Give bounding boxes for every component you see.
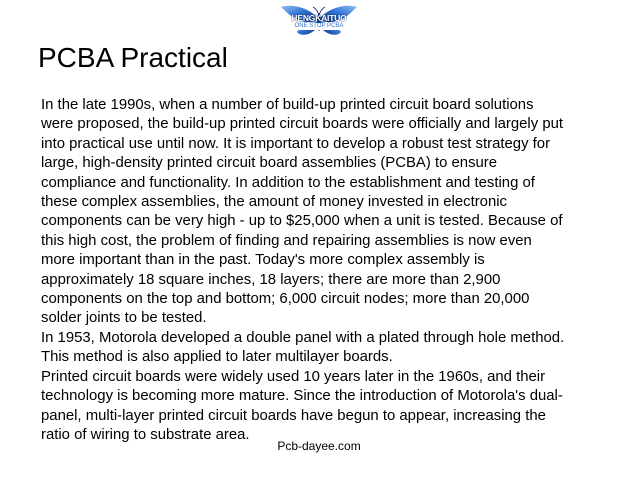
body-line: Printed circuit boards were widely used 10 years later in the 1960s, and their — [41, 368, 546, 385]
body-line: This method is also applied to later multilayer boards. — [41, 349, 393, 366]
company-logo — [277, 4, 361, 40]
body-line: compliance and functionality. In addition to the establishment and testing of — [41, 174, 535, 191]
body-line: In the late 1990s, when a number of build-up printed circuit board solutions — [41, 97, 534, 113]
body-line: In 1953, Motorola developed a double panel with a plated through hole method. — [41, 329, 565, 346]
body-line: these complex assemblies, the amount of money invested in electronic — [41, 194, 507, 211]
body-line: technology is becoming more mature. Since the introduction of Motorola's dual- — [41, 388, 563, 405]
footer-site-name: Pcb-dayee.com — [277, 439, 361, 453]
body-text — [41, 96, 621, 445]
logo-brand-name: HENGKAITUO — [291, 13, 347, 23]
body-line: into practical use until now. It is important to develop a robust test strategy for — [41, 135, 551, 152]
body-line: this high cost, the problem of finding and repairing assemblies is now even — [41, 232, 532, 249]
body-line: large, high-density printed circuit board assemblies (PCBA) to ensure — [41, 155, 498, 172]
page-title: PCBA Practical — [38, 42, 228, 73]
body-line: panel, multi-layer printed circuit boards have begun to appear, increasing the — [41, 407, 546, 424]
body-line: solder joints to be tested. — [41, 310, 207, 327]
body-line: approximately 18 square inches, 18 layers; there are more than 2,900 — [41, 271, 501, 288]
body-line: components can be very high - up to $25,000 when a unit is tested. Because of — [41, 213, 563, 230]
body-line: ratio of wiring to substrate area. — [41, 426, 250, 443]
body-line: components on the top and bottom; 6,000 circuit nodes; more than 20,000 — [41, 291, 530, 308]
body-line: were proposed, the build-up printed circuit boards were officially and largely put — [41, 116, 564, 133]
body-line: more important than in the past. Today's more complex assembly is — [41, 252, 485, 269]
logo-tagline: ONE STOP PCBA — [294, 23, 344, 29]
